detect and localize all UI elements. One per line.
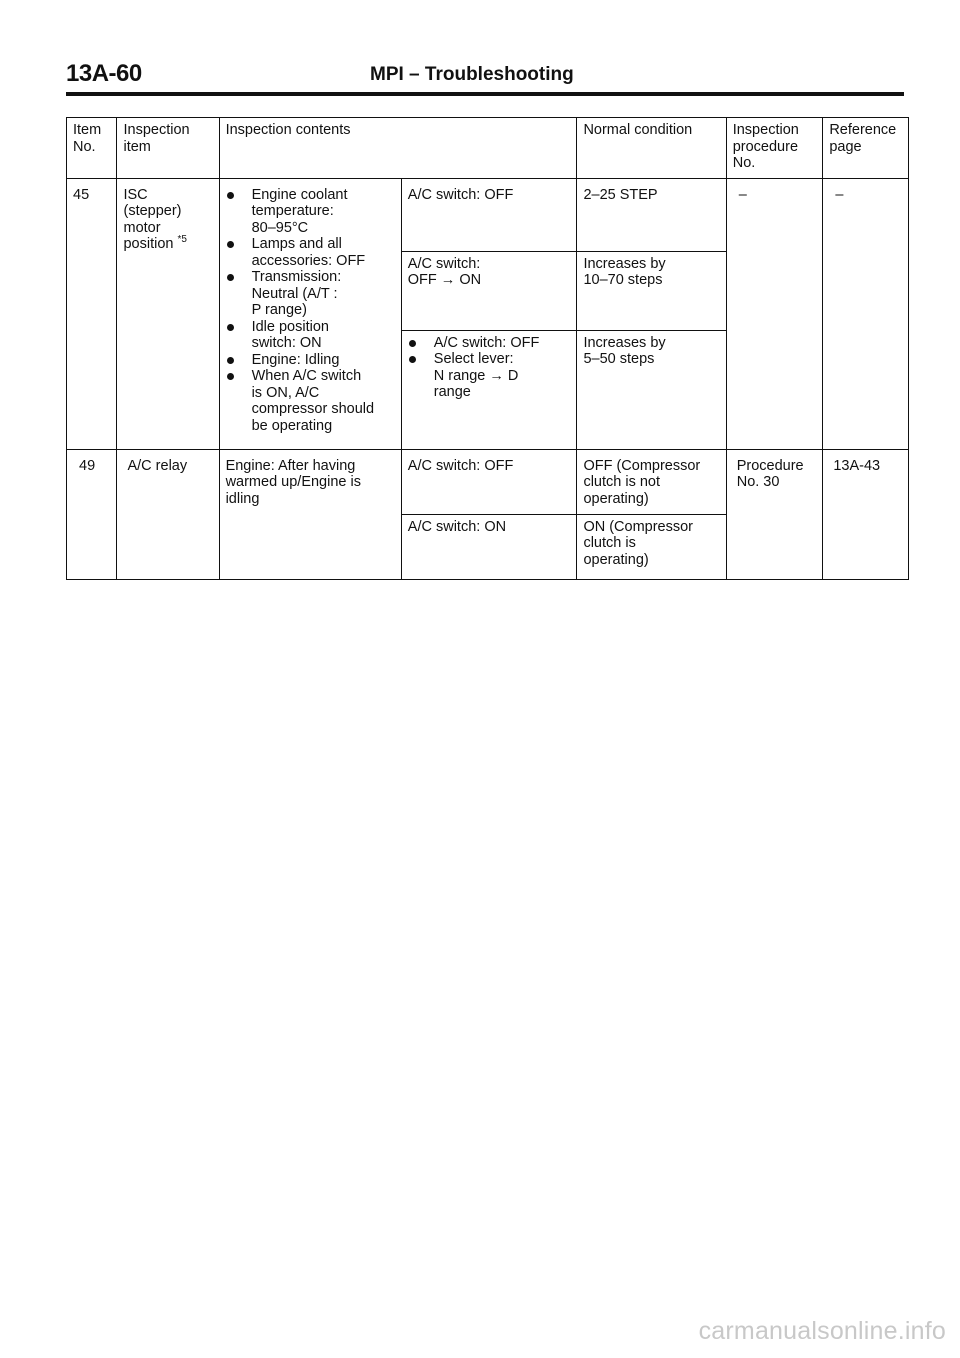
inspection-contents-cell: Engine coolant temperature: 80–95°C Lamps and all accessories: OFF Transmission: Neutral (A/T : P range) Idle position switch: ON Engine: Idling When A/C switch is ON, A/C compressor should be operating [219, 178, 401, 449]
header-normal-condition: Normal condition [577, 118, 726, 179]
page-title: MPI – Troubleshooting [370, 64, 574, 85]
header-reference-page: Reference page [823, 118, 909, 179]
table-header-row [67, 118, 909, 179]
watermark: carmanualsonline.info [698, 1317, 946, 1345]
reference-cell: – [823, 178, 909, 449]
reference-cell: 13A-43 [823, 449, 909, 579]
normal-condition-cell: 2–25 STEP [577, 178, 726, 251]
condition-cell: A/C switch: ON [401, 514, 577, 579]
procedure-cell: Procedure No. 30 [726, 449, 823, 579]
header-inspection-procedure: Inspection procedure No. [726, 118, 823, 179]
normal-condition-cell: OFF (Compressor clutch is not operating) [577, 449, 726, 514]
header-inspection-contents: Inspection contents [219, 118, 577, 179]
procedure-cell: – [726, 178, 823, 449]
page-number: 13A-60 [66, 60, 142, 87]
condition-cell: A/C switch: OFF → ON [401, 251, 577, 330]
note-mark: *5 [177, 234, 187, 246]
normal-condition-cell: Increases by 5–50 steps [577, 330, 726, 449]
table-row [67, 178, 909, 251]
normal-condition-cell: ON (Compressor clutch is operating) [577, 514, 726, 579]
condition-cell: A/C switch: OFF [401, 449, 577, 514]
troubleshooting-table [66, 117, 909, 580]
normal-condition-cell: Increases by 10–70 steps [577, 251, 726, 330]
item-no-cell: 45 [67, 178, 117, 449]
item-no-cell: 49 [67, 449, 117, 579]
header-rule [66, 92, 904, 96]
inspection-item-cell: A/C relay [117, 449, 219, 579]
inspection-contents-cell: Engine: After having warmed up/Engine is idling [219, 449, 401, 579]
condition-cell: A/C switch: OFF Select lever: N range → D range [401, 330, 577, 449]
condition-cell: A/C switch: OFF [401, 178, 577, 251]
header-item-no: Item No. [67, 118, 117, 179]
table-row [67, 449, 909, 514]
header-inspection-item: Inspection item [117, 118, 219, 179]
page-header [66, 60, 906, 94]
inspection-item-cell: ISC (stepper) motor position $^{*5}$ [117, 178, 219, 449]
